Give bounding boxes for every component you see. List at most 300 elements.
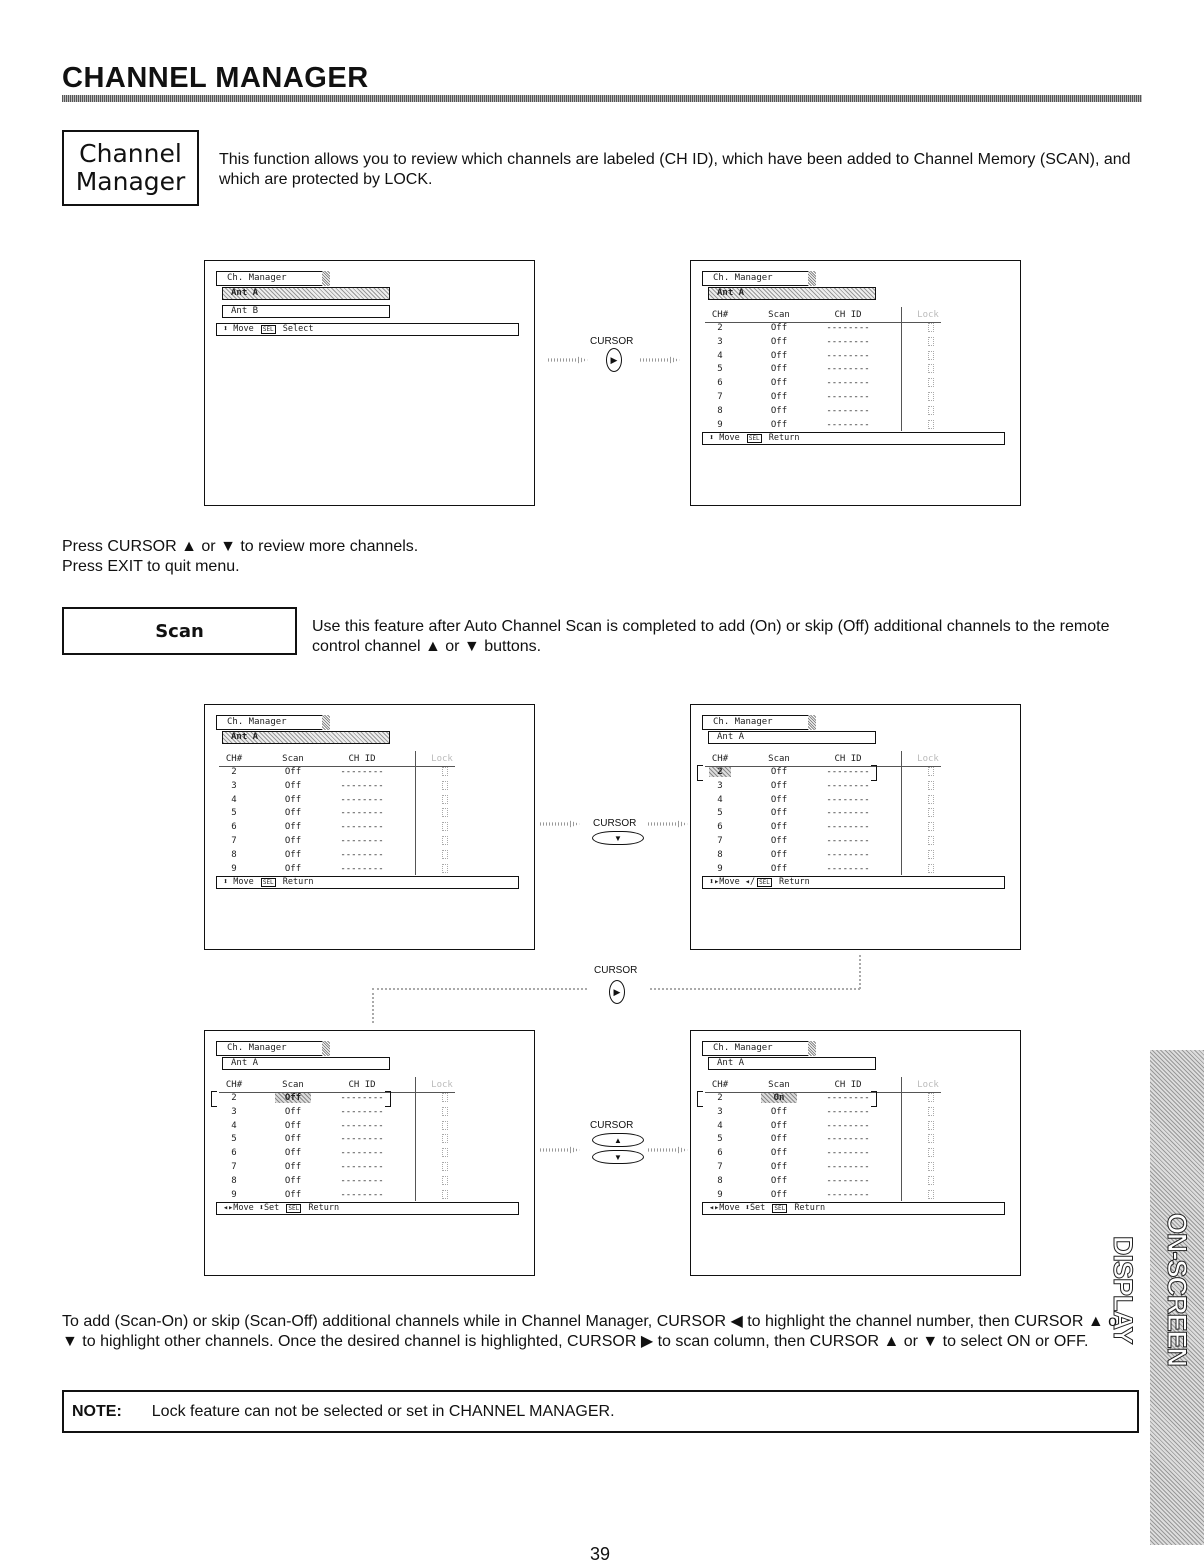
lock-icon [928,850,934,859]
channel-row [205,795,475,808]
footer-text: Return [277,877,314,887]
scan-value: Off [770,336,788,347]
channel-number: 8 [231,849,237,860]
channel-number: 7 [231,1162,237,1172]
lock-icon [928,795,934,804]
channel-id: -------- [826,378,870,389]
footer-text: Return [773,877,810,887]
scan-value: Off [770,808,788,819]
cursor-label: CURSOR [594,965,638,976]
tv-screen [204,704,535,950]
column-header: Lock [431,1080,453,1090]
lock-icon [928,1162,934,1171]
antenna-option: Ant A [222,1057,390,1070]
sel-button-icon: SEL [262,879,274,886]
channel-row [691,337,961,350]
table-header [205,1080,475,1092]
scan-value: Off [770,1120,788,1131]
channel-number: 5 [717,808,723,819]
sel-button-icon: SEL [748,435,760,442]
table-header [691,1080,961,1092]
scan-value: Off [770,1189,788,1200]
table-header [691,310,961,322]
row-bracket-left [211,1091,217,1107]
scan-value: Off [770,863,788,874]
channel-row [691,864,961,877]
channel-id: -------- [826,808,870,819]
channel-number: 2 [231,1093,237,1103]
channel-row [691,364,961,377]
channel-number: 6 [231,1148,237,1159]
arrow-icon [640,356,680,364]
scan-value: Off [284,794,302,805]
lock-icon [928,323,934,332]
scan-description: Use this feature after Auto Channel Scan is completed to add (On) or skip (Off) additional channels to the remote control channel ▲ or ▼ buttons. [312,618,1110,655]
channel-number: 4 [231,794,237,805]
note-text: Lock feature can not be selected or set in CHANNEL MANAGER. [151,1403,615,1420]
channel-id: -------- [340,1120,384,1131]
channel-number: 5 [717,1134,723,1145]
lock-icon [928,351,934,360]
channel-manager-description: This function allows you to review which channels are labeled (CH ID), which have been added to Channel Memory (SCAN), and which are protected by LOCK. [219,151,1131,188]
cursor-label: CURSOR [590,336,634,347]
menu-footer-help [702,432,1005,445]
scan-instructions: To add (Scan-On) or skip (Scan-Off) additional channels while in Channel Manager, CURSOR ◀ to highlight the channel number, then CURSOR ▲ or ▼ to highlight other channels. Once the desired channel is highlighted, CURSOR ▶ to scan column, then CURSOR ▲ or ▼ to select ON or OFF. [62,1313,1123,1350]
channel-number: 6 [717,822,723,833]
column-header: Lock [917,1080,939,1090]
scan-label-box: Scan [62,607,297,655]
footer-text: ⬍ Move [223,877,259,887]
menu-title-tab: Ch. Manager [702,1041,816,1056]
channel-id: -------- [826,767,870,777]
channel-id: -------- [340,849,384,860]
channel-id: -------- [340,808,384,819]
channel-number: 3 [717,336,723,347]
channel-id: -------- [826,1175,870,1186]
channel-number: 5 [231,1134,237,1145]
channel-row [691,1107,961,1120]
channel-row [691,781,961,794]
channel-number: 8 [717,849,723,860]
column-header: CH ID [348,1080,376,1090]
row-bracket-right [385,1091,391,1107]
footer-text: Return [789,1203,826,1213]
footer-text: ⬍ Move [709,433,745,443]
tv-screen [690,260,1021,506]
lock-icon [928,392,934,401]
scan-value: Off [770,392,788,402]
lock-icon [442,1093,448,1102]
scan-value: Off [770,849,788,860]
lock-icon [928,864,934,873]
scan-value: Off [284,1106,302,1117]
column-header: Scan [768,1080,790,1090]
lock-icon [442,1121,448,1130]
channel-row [691,1134,961,1147]
cursor-right-icon: ▶ [609,980,625,1004]
antenna-option: Ant A [708,731,876,744]
channel-id: -------- [826,405,870,416]
menu-title-tab: Ch. Manager [216,271,330,286]
channel-row [205,1121,475,1134]
scan-value: Off [284,1162,302,1172]
lock-icon [928,822,934,831]
channel-id: -------- [340,1148,384,1159]
lock-icon [442,1176,448,1185]
channel-row [205,1134,475,1147]
channel-row [691,406,961,419]
column-header: Lock [917,310,939,320]
column-header: Lock [917,754,939,764]
channel-number: 2 [709,767,731,777]
column-header: Scan [768,754,790,764]
lock-icon [442,836,448,845]
page-number: 39 [590,1544,611,1564]
channel-row [691,351,961,364]
channel-number: 6 [717,378,723,389]
scan-value: Off [770,419,788,430]
lock-icon [442,822,448,831]
lock-icon [928,364,934,373]
menu-title-tab: Ch. Manager [702,715,816,730]
tv-screen [690,704,1021,950]
cursor-down-icon: ▼ [592,831,644,845]
footer-text: ⬍ Move [223,324,259,334]
channel-id: -------- [826,1148,870,1159]
scan-value: Off [770,350,788,361]
channel-number: 4 [717,1120,723,1131]
channel-number: 9 [231,1189,237,1200]
channel-id: -------- [340,863,384,874]
channel-id: -------- [826,392,870,402]
scan-value: Off [284,849,302,860]
scan-value: Off [770,794,788,805]
channel-id: -------- [340,780,384,791]
channel-row [691,1093,961,1106]
menu-footer-help [702,876,1005,889]
arrow-icon [548,356,588,364]
connector-line [372,988,374,1023]
channel-id: -------- [826,419,870,430]
lock-icon [442,795,448,804]
column-header: CH# [711,1080,729,1090]
tv-screen [204,260,535,506]
channel-id: -------- [340,822,384,833]
channel-row [205,1093,475,1106]
lock-icon [928,767,934,776]
channel-id: -------- [826,1162,870,1172]
scan-value: Off [770,1162,788,1172]
channel-row [691,392,961,405]
lock-icon [928,1134,934,1143]
channel-number: 6 [717,1148,723,1159]
scan-value: Off [770,1175,788,1186]
scan-value: On [761,1093,797,1103]
channel-row [691,822,961,835]
menu-footer-help [216,876,519,889]
sel-button-icon: SEL [288,1205,300,1212]
channel-id: -------- [826,836,870,846]
column-header: CH# [711,310,729,320]
footer-text: Return [303,1203,340,1213]
channel-row [691,378,961,391]
menu-title-tab: Ch. Manager [216,1041,330,1056]
lock-icon [928,781,934,790]
scan-value: Off [770,1148,788,1159]
antenna-option: Ant B [222,305,390,318]
scan-value: Off [770,378,788,389]
channel-row [205,822,475,835]
column-header: CH# [225,1080,243,1090]
sel-button-icon: SEL [759,879,770,886]
scan-value: Off [284,836,302,846]
footer-text: ◂▸Move ⬍Set [223,1203,285,1213]
channel-number: 3 [717,1106,723,1117]
footer-text: ◂▸Move ⬍Set [709,1203,771,1213]
channel-id: -------- [826,780,870,791]
channel-row [691,323,961,336]
tv-screen [690,1030,1021,1276]
connector-line [859,955,861,989]
channel-id: -------- [826,350,870,361]
menu-title-tab: Ch. Manager [216,715,330,730]
channel-id: -------- [826,863,870,874]
footer-text: Select [277,324,314,334]
channel-id: -------- [826,1093,870,1103]
scan-value: Off [770,822,788,833]
channel-id: -------- [340,1134,384,1145]
lock-icon [442,1148,448,1157]
arrow-icon [648,1146,688,1154]
column-header: CH ID [348,754,376,764]
footer-text: Return [763,433,800,443]
scan-value: Off [284,1175,302,1186]
scan-value: Off [284,863,302,874]
connector-line [650,988,860,990]
lock-icon [442,1134,448,1143]
arrow-icon [540,820,580,828]
cursor-right-icon: ▶ [606,348,622,372]
table-header [205,754,475,766]
channel-row [691,1190,961,1203]
channel-id: -------- [340,1162,384,1172]
scan-value: Off [770,405,788,416]
page-title: CHANNEL MANAGER [62,62,369,94]
channel-id: -------- [826,849,870,860]
cursor-down-icon: ▼ [592,1150,644,1164]
channel-row [205,808,475,821]
channel-id: -------- [340,1189,384,1200]
scan-value: Off [770,1134,788,1145]
lock-icon [928,337,934,346]
channel-row [205,836,475,849]
channel-number: 9 [231,863,237,874]
channel-row [691,1176,961,1189]
channel-number: 5 [231,808,237,819]
channel-number: 4 [717,350,723,361]
channel-number: 5 [717,364,723,375]
channel-number: 7 [717,392,723,402]
lock-icon [442,767,448,776]
channel-number: 2 [717,323,723,333]
instruction-review: Press CURSOR ▲ or ▼ to review more channels. [62,538,419,555]
lock-icon [928,1176,934,1185]
antenna-option: Ant A [708,1057,876,1070]
channel-row [691,767,961,780]
lock-icon [928,420,934,429]
sel-button-icon: SEL [262,326,274,333]
side-tab-label: ON-SCREEN DISPLAY [1108,1213,1192,1367]
channel-row [691,808,961,821]
channel-id: -------- [826,1106,870,1117]
antenna-option: Ant A [222,731,390,744]
channel-id: -------- [340,1093,384,1103]
tv-screen [204,1030,535,1276]
channel-number: 9 [717,863,723,874]
channel-row [205,864,475,877]
channel-row [691,836,961,849]
channel-id: -------- [340,767,384,777]
channel-number: 8 [717,1175,723,1186]
scan-value: Off [284,822,302,833]
menu-footer-help [702,1202,1005,1215]
cursor-label: CURSOR [590,1120,634,1131]
column-header: CH# [225,754,243,764]
connector-line [372,988,587,990]
channel-id: -------- [826,336,870,347]
channel-number: 3 [231,1106,237,1117]
channel-row [691,1121,961,1134]
column-header: CH ID [834,754,862,764]
scan-value: Off [770,836,788,846]
instruction-exit: Press EXIT to quit menu. [62,558,240,575]
channel-number: 9 [717,1189,723,1200]
channel-row [691,850,961,863]
scan-value: Off [284,1120,302,1131]
column-header: CH# [711,754,729,764]
channel-row [205,1176,475,1189]
column-header: Scan [282,754,304,764]
lock-icon [442,808,448,817]
channel-id: -------- [340,794,384,805]
arrow-icon [648,820,688,828]
menu-footer-help [216,1202,519,1215]
channel-row [691,795,961,808]
menu-footer-help [216,323,519,336]
note-label: NOTE: [72,1403,122,1420]
channel-manager-label-box: Channel Manager [62,130,199,206]
channel-row [205,1148,475,1161]
channel-row [205,1190,475,1203]
channel-number: 2 [231,767,237,777]
channel-number: 8 [231,1175,237,1186]
antenna-option: Ant A [708,287,876,300]
lock-icon [442,850,448,859]
lock-icon [442,1162,448,1171]
scan-value: Off [275,1093,311,1103]
lock-icon [928,406,934,415]
sel-button-icon: SEL [774,1205,786,1212]
row-bracket-left [697,1091,703,1107]
channel-number: 3 [231,780,237,791]
scan-value: Off [284,1148,302,1159]
scan-value: Off [770,364,788,375]
lock-icon [928,836,934,845]
antenna-option: Ant A [222,287,390,300]
channel-id: -------- [826,1189,870,1200]
channel-id: -------- [340,836,384,846]
channel-row [205,781,475,794]
cursor-up-icon: ▲ [592,1133,644,1147]
channel-row [205,850,475,863]
channel-row [205,1162,475,1175]
scan-value: Off [284,1189,302,1200]
channel-number: 6 [231,822,237,833]
column-header: CH ID [834,1080,862,1090]
scan-value: Off [770,767,788,777]
scan-value: Off [770,780,788,791]
channel-id: -------- [826,1134,870,1145]
lock-icon [442,1107,448,1116]
lock-icon [928,1121,934,1130]
channel-id: -------- [826,1120,870,1131]
lock-icon [928,378,934,387]
lock-icon [928,1107,934,1116]
channel-id: -------- [340,1106,384,1117]
lock-icon [928,1093,934,1102]
channel-number: 7 [231,836,237,846]
channel-id: -------- [826,364,870,375]
scan-value: Off [770,323,788,333]
lock-icon [928,1190,934,1199]
channel-id: -------- [340,1175,384,1186]
channel-number: 4 [717,794,723,805]
channel-row [691,1148,961,1161]
channel-number: 3 [717,780,723,791]
cursor-label: CURSOR [593,818,637,829]
channel-row [691,1162,961,1175]
scan-value: Off [770,1106,788,1117]
channel-row [691,420,961,433]
lock-icon [442,1190,448,1199]
table-header [691,754,961,766]
channel-number: 7 [717,1162,723,1172]
lock-icon [442,864,448,873]
row-bracket-right [871,765,877,781]
title-rule [62,95,1142,102]
channel-number: 8 [717,405,723,416]
channel-id: -------- [826,794,870,805]
row-bracket-right [871,1091,877,1107]
menu-title-tab: Ch. Manager [702,271,816,286]
channel-number: 2 [717,1093,723,1103]
channel-id: -------- [826,822,870,833]
lock-icon [442,781,448,790]
lock-icon [928,808,934,817]
row-bracket-left [697,765,703,781]
footer-text: ⬍▸Move ◂/ [709,877,756,887]
channel-number: 4 [231,1120,237,1131]
column-header: Scan [282,1080,304,1090]
channel-row [205,767,475,780]
channel-row [205,1107,475,1120]
scan-value: Off [284,767,302,777]
scan-value: Off [284,1134,302,1145]
lock-icon [928,1148,934,1157]
channel-id: -------- [826,323,870,333]
column-header: Scan [768,310,790,320]
scan-value: Off [284,808,302,819]
